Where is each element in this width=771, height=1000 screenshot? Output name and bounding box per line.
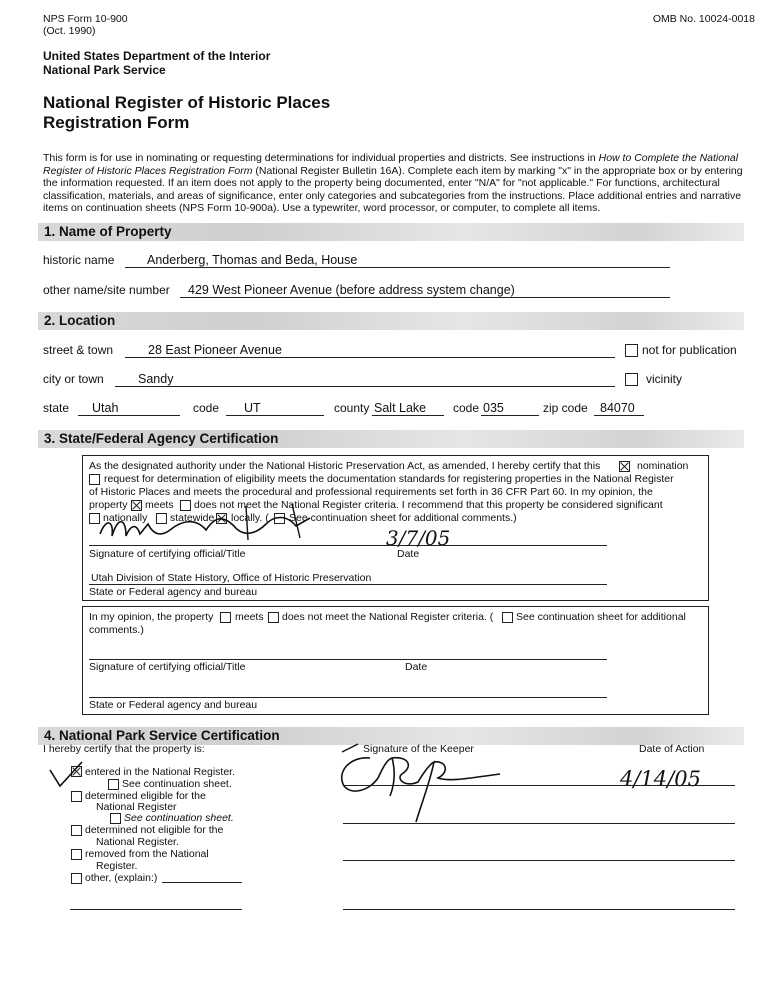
service: National Park Service <box>43 63 166 77</box>
date-label: Date <box>397 548 420 560</box>
vicinity-label: vicinity <box>646 372 683 386</box>
request-determination-checkbox[interactable] <box>89 474 100 485</box>
keeper-line-1 <box>343 785 735 786</box>
entered-continuation-label: See continuation sheet. <box>122 778 232 790</box>
county-code-value[interactable]: 035 <box>483 401 504 415</box>
opinion-does-not-meet-checkbox[interactable] <box>268 612 279 623</box>
street-value[interactable]: 28 East Pioneer Avenue <box>148 343 282 357</box>
signature-2-label: Signature of certifying official/Title <box>89 661 246 673</box>
opinion-line-2: comments.) <box>89 624 144 636</box>
action-date-value: 4/14/05 <box>620 767 701 791</box>
eligible-checkbox[interactable] <box>71 791 82 802</box>
eligible-continuation-checkbox[interactable] <box>110 813 121 824</box>
code-line <box>226 415 324 416</box>
county-code-label: code <box>453 401 480 415</box>
section-1-heading: 1. Name of Property <box>44 224 172 239</box>
eligible-continuation-label: See continuation sheet. <box>124 812 234 824</box>
opinion-criteria-text: does not meet the National Register criteria. ( <box>282 611 494 623</box>
other-extra-line[interactable] <box>70 909 242 910</box>
state-value[interactable]: Utah <box>92 401 119 415</box>
removed-checkbox[interactable] <box>71 849 82 860</box>
nationally-label: nationally <box>103 512 148 524</box>
opinion-line-1: In my opinion, the property <box>89 611 214 623</box>
opinion-continuation-checkbox[interactable] <box>502 612 513 623</box>
statewide-label: statewide <box>170 512 215 524</box>
date-2-label: Date <box>405 661 428 673</box>
signature-2-line <box>89 659 607 660</box>
intro-text-1: This form is for use in nominating or requesting determinations for individual properties and districts. See instructions in <box>43 152 599 164</box>
state-label: state <box>43 401 70 415</box>
agency-line <box>89 584 607 585</box>
historic-name-line <box>125 267 670 268</box>
other-checkbox[interactable] <box>71 873 82 884</box>
section-4-heading: 4. National Park Service Certification <box>44 728 280 743</box>
eligible-label-1: determined eligible for the <box>85 790 206 802</box>
section-3-heading: 3. State/Federal Agency Certification <box>44 431 279 446</box>
meets-label: meets <box>145 499 174 511</box>
certify-label: I hereby certify that the property is: <box>43 743 205 755</box>
not-for-publication-label: not for publication <box>642 343 737 357</box>
continuation-sheet-label: See continuation sheet for additional comments.) <box>289 512 517 524</box>
code-label: code <box>193 401 220 415</box>
not-eligible-checkbox[interactable] <box>71 825 82 836</box>
action-date-label: Date of Action <box>639 743 705 755</box>
county-value[interactable]: Salt Lake <box>374 401 427 415</box>
other-name-value[interactable]: 429 West Pioneer Avenue (before address system change) <box>188 283 515 297</box>
section-2-bar <box>38 312 744 330</box>
county-label: county <box>334 401 370 415</box>
agency-value: Utah Division of State History, Office of Historic Preservation <box>91 572 372 584</box>
cert-line-2: request for determination of eligibility meets the documentation standards for registering properties in the National Register <box>104 473 674 485</box>
form-subtitle: Registration Form <box>43 113 190 132</box>
intro-bulletin-title: How to Complete the National Register of Historic Places Registration Form <box>43 152 739 177</box>
zip-value[interactable]: 84070 <box>600 401 635 415</box>
keeper-line-2 <box>343 823 735 824</box>
entered-label: entered in the National Register. <box>85 766 236 778</box>
nomination-label: nomination <box>637 460 689 472</box>
cert-line-1: As the designated authority under the National Historic Preservation Act, as amended, I hereby certify that this <box>89 460 601 472</box>
signature-label: Signature of certifying official/Title <box>89 548 246 560</box>
code-value[interactable]: UT <box>244 401 261 415</box>
county-code-line <box>481 415 539 416</box>
agency-label: State or Federal agency and bureau <box>89 586 258 598</box>
cert-line-4: does not meet the National Register criteria. I recommend that this property be considered significant <box>194 499 663 511</box>
omb-number: OMB No. 10024-0018 <box>652 13 755 25</box>
agency-2-label: State or Federal agency and bureau <box>89 699 258 711</box>
section-3-bar <box>38 430 744 448</box>
cert-property-label: property <box>89 499 128 511</box>
certifying-signature <box>96 496 326 552</box>
department: United States Department of the Interior <box>43 49 271 63</box>
form-number: NPS Form 10-900 <box>43 13 128 25</box>
entered-checkmark <box>48 760 88 792</box>
vicinity-checkbox[interactable] <box>625 373 638 386</box>
form-date: (Oct. 1990) <box>43 25 96 37</box>
zip-label: zip code <box>543 401 588 415</box>
section-1-bar <box>38 223 744 241</box>
intro-paragraph <box>43 152 747 215</box>
locally-label: locally. ( <box>231 512 269 524</box>
other-explain-line[interactable] <box>162 882 242 883</box>
not-for-publication-checkbox[interactable] <box>625 344 638 357</box>
opinion-continuation-label: See continuation sheet for additional <box>516 611 686 623</box>
cert-line-3: of Historic Places and meets the procedural and professional requirements set forth in 36 CFR Part 60. In my opinion, the <box>89 486 653 498</box>
section-2-heading: 2. Location <box>44 313 116 328</box>
opinion-meets-checkbox[interactable] <box>220 612 231 623</box>
state-line <box>78 415 180 416</box>
keeper-line-4 <box>343 909 735 910</box>
intro-text-2: (National Register Bulletin 16A). Complete each item by marking "x" in the appropriate box or by entering the information requested. If an item does not apply to the property being documented, enter "N/A" for "not applicable." For functions, architectural classification, materials, and areas of significance, enter only categories and subcategories from the instructions. Place additional entries and narrative items on continuation sheets (NPS Form 10-900a). Use a typewriter, word processor, or computer, to complete all items. <box>43 164 743 214</box>
zip-line <box>594 415 644 416</box>
not-eligible-label-2: National Register. <box>96 836 179 848</box>
removed-label-1: removed from the National <box>85 848 209 860</box>
certifying-date-value: 3/7/05 <box>386 526 451 550</box>
other-name-label: other name/site number <box>43 283 170 297</box>
entered-continuation-checkbox[interactable] <box>108 779 119 790</box>
historic-name-value[interactable]: Anderberg, Thomas and Beda, House <box>147 253 358 267</box>
other-label: other, (explain:) <box>85 872 158 884</box>
other-name-line <box>180 297 670 298</box>
nomination-checkbox[interactable] <box>619 461 630 472</box>
eligible-label-2: National Register <box>96 801 177 813</box>
form-title: National Register of Historic Places <box>43 93 331 112</box>
agency-2-line <box>89 697 607 698</box>
not-eligible-label-1: determined not eligible for the <box>85 824 224 836</box>
opinion-meets-label: meets <box>235 611 264 623</box>
city-value[interactable]: Sandy <box>138 372 174 386</box>
historic-name-label: historic name <box>43 253 115 267</box>
street-label: street & town <box>43 343 114 357</box>
county-line <box>372 415 444 416</box>
city-label: city or town <box>43 372 104 386</box>
city-line <box>115 386 615 387</box>
street-line <box>125 357 615 358</box>
signature-line <box>89 545 607 546</box>
keeper-line-3 <box>343 860 735 861</box>
keeper-label: Signature of the Keeper <box>363 743 474 755</box>
removed-label-2: Register. <box>96 860 138 872</box>
